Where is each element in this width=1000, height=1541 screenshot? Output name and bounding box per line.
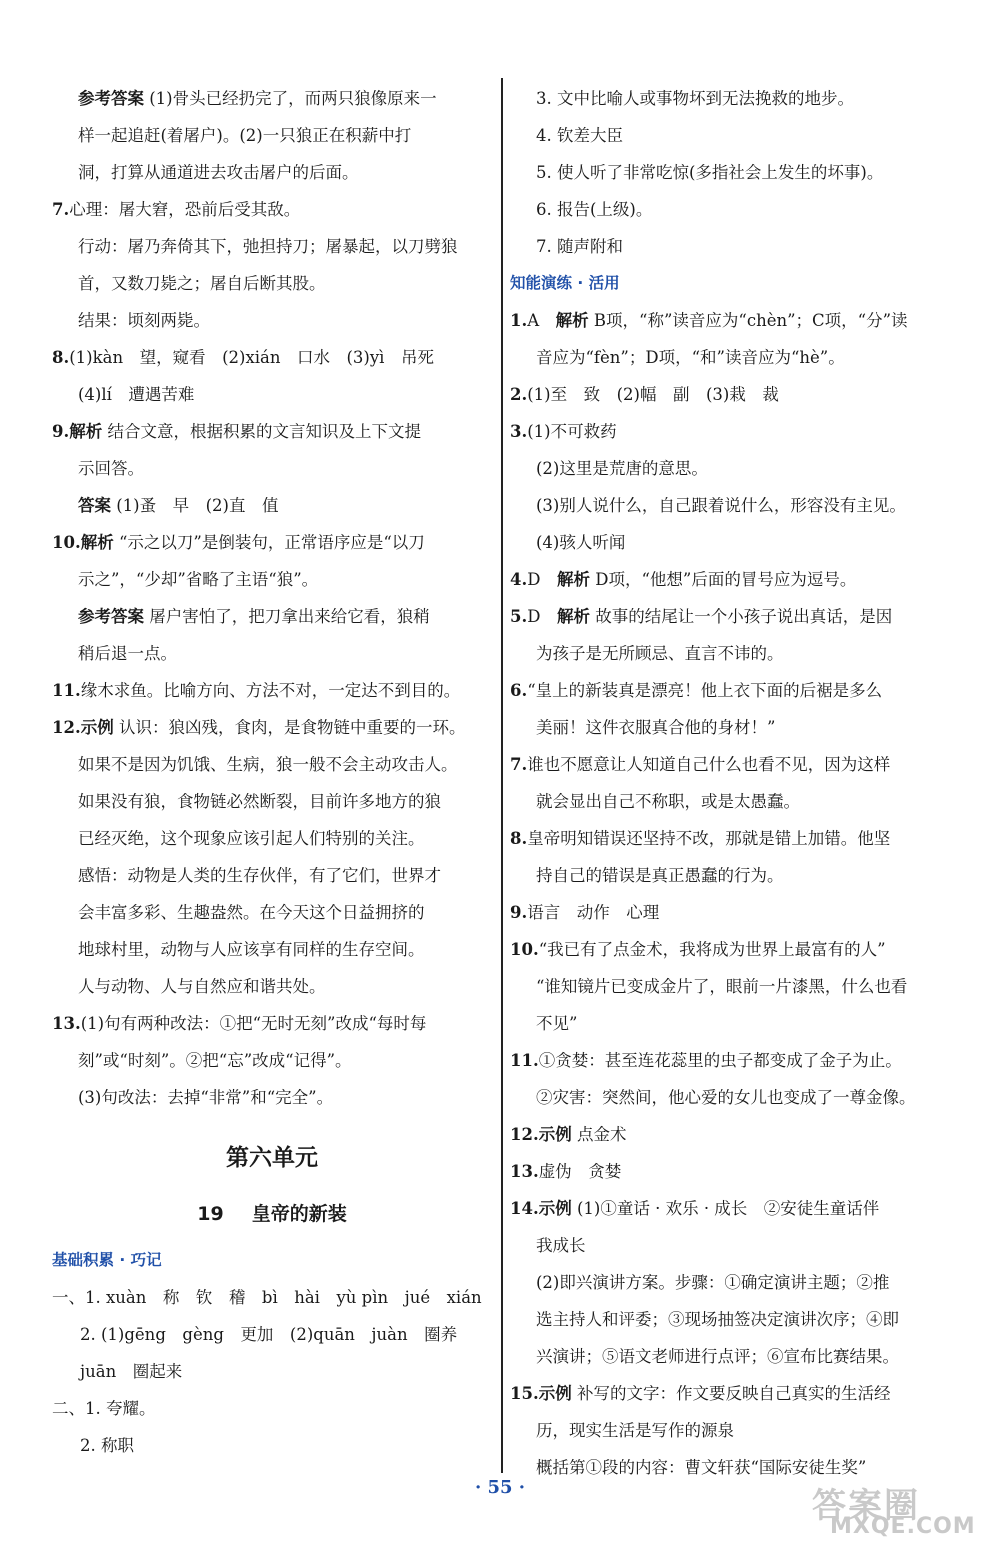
answer-line [510,1079,960,1116]
answer-line [52,1279,492,1316]
answer-line [510,1005,960,1042]
answer-line [510,376,960,413]
answer-line [52,450,492,487]
answer-line [510,931,960,968]
answer-text: (1)至 致 (2)幅 副 (3)栽 裁 [527,385,779,404]
answer-line [52,1005,492,1042]
answer-line [510,339,960,376]
answer-text: (2)即兴演讲方案。步骤：①确定演讲主题；②推 [536,1273,890,1292]
answer-label: 答案 [78,496,111,515]
column-divider [501,78,503,1473]
answer-text: “我已有了点金术，我将成为世界上最富有的人” [538,940,886,959]
left-column [52,80,492,1464]
answer-line [52,265,492,302]
answer-line [510,709,960,746]
answer-text: D [527,570,557,589]
answer-text: 如果不是因为饥饿、生病，狼一般不会主动攻击人。 [78,755,458,774]
answer-text: “示之以刀”是倒装句，正常语序应是“以刀 [113,533,425,552]
answer-text: 2. (1)gēng gèng 更加 (2)quān juàn 圈养 [80,1325,458,1344]
answer-text: 语言 动作 心理 [527,903,660,922]
answer-line [510,894,960,931]
answer-label: 8. [52,348,70,367]
answer-line [510,1190,960,1227]
answer-label: 11. [510,1051,539,1070]
answer-text: ②灾害：突然间，他心爱的女儿也变成了一尊金像。 [536,1088,916,1107]
answer-text: 就会显出自己不称职，或是太愚蠢。 [536,792,800,811]
answer-label: 4. [510,570,528,589]
answer-text: 皇帝明知错误还坚持不改，那就是错上加错。他坚 [527,829,891,848]
answer-line [510,154,960,191]
answer-text: 如果没有狼，食物链必然断裂，目前许多地方的狼 [78,792,441,811]
answer-text: 5. 使人听了非常吃惊(多指社会上发生的坏事)。 [536,163,884,182]
answer-line [510,191,960,228]
answer-text: (1)不可救药 [527,422,617,441]
answer-line [510,413,960,450]
answer-line [510,1264,960,1301]
answer-line [52,154,492,191]
answer-text: (4)骇人听闻 [536,533,626,552]
answer-label: 11. [52,681,81,700]
answer-line [52,598,492,635]
unit-title: 第六单元 [226,1144,318,1171]
answer-label: 7. [510,755,528,774]
answer-line [52,1042,492,1079]
answer-label: 解析 [556,570,590,589]
answer-text: B项，“称”读音应为“chèn”；C项，“分”读 [588,311,908,330]
answer-line [510,450,960,487]
answer-text: 洞，打算从通道进去攻击屠户的后面。 [78,163,359,182]
answer-text: 稍后退一点。 [78,644,177,663]
answer-label: 12.示例 [510,1125,572,1144]
answer-line [52,561,492,598]
answer-text: 6. 报告(上级)。 [536,200,653,219]
answer-text: 二、1. 夸耀。 [52,1399,156,1418]
answer-label: 5. [510,607,528,626]
lesson-name: 皇帝的新装 [251,1203,347,1225]
watermark-logo [800,1478,1000,1541]
answer-line [52,376,492,413]
answer-line [510,746,960,783]
answer-label: 13. [52,1014,81,1033]
answer-text: 示之”，“少却”省略了主语“狼”。 [78,570,319,589]
answer-text: 补写的文字：作文要反映自己真实的生活经 [571,1384,891,1403]
answer-line [510,1116,960,1153]
answer-text: juān 圈起来 [80,1362,183,1381]
answer-line [52,1353,492,1390]
answer-line [510,524,960,561]
answer-line [510,487,960,524]
answer-line [52,302,492,339]
answer-line [52,413,492,450]
answer-label: 13. [510,1162,539,1181]
answer-text: 2. 称职 [80,1436,134,1455]
answer-text: 感悟：动物是人类的生存伙伴，有了它们，世界才 [78,866,441,885]
answer-line [510,820,960,857]
answer-text: 地球村里，动物与人应该享有同样的生存空间。 [78,940,425,959]
answer-text: 历，现实生活是写作的源泉 [536,1421,734,1440]
answer-label: 10. [510,940,539,959]
answer-line [52,117,492,154]
answer-line [52,339,492,376]
answer-line [52,228,492,265]
lesson-title [52,1196,492,1232]
answer-line [510,117,960,154]
answer-label: 8. [510,829,528,848]
answer-label: 7. [52,200,70,219]
answer-text: 示回答。 [78,459,144,478]
answer-label: 参考答案 [78,89,144,108]
answer-line [510,1301,960,1338]
right-column [510,80,960,1486]
answer-line [52,524,492,561]
answer-line [52,1079,492,1116]
answer-line [510,1338,960,1375]
answer-line [52,80,492,117]
answer-line [52,1427,492,1464]
answer-text: (1)①童话 · 欢乐 · 成长 ②安徒生童话伴 [571,1199,880,1218]
answer-text: 首，又数刀毙之；屠自后断其股。 [78,274,326,293]
answer-text: (1)蚤 早 (2)直 值 [111,496,279,515]
answer-text: 刻”或“时刻”。②把“忘”改成“记得”。 [78,1051,352,1070]
answer-line [52,746,492,783]
answer-text: 已经灭绝，这个现象应该引起人们特别的关注。 [78,829,425,848]
answer-line [510,1042,960,1079]
answer-label: 14.示例 [510,1199,572,1218]
answer-text: 结合文意，根据积累的文言知识及上下文提 [102,422,421,441]
page-number: · 55 · [474,1477,526,1498]
answer-text: 兴演讲；⑤语文老师进行点评；⑥宣布比赛结果。 [536,1347,899,1366]
answer-text: 虚伪 贪婪 [538,1162,622,1181]
answer-line [52,709,492,746]
answer-line [52,635,492,672]
answer-text: 结果：顷刻两毙。 [78,311,210,330]
answer-line [52,191,492,228]
answer-label: 解析 [555,311,589,330]
answer-line [510,80,960,117]
answer-text: (1)骨头已经扔完了，而两只狼像原来一 [144,89,437,108]
answer-line [510,598,960,635]
answer-label: 9. [510,903,528,922]
answer-text: 样一起追赶(着屠户)。(2)一只狼正在积薪中打 [78,126,412,145]
answer-label: 解析 [556,607,590,626]
lesson-number: 19 [197,1203,224,1225]
answer-text: 人与动物、人与自然应和谐共处。 [78,977,326,996]
answer-text: (1)kàn 望，窥看 (2)xián 口水 (3)yì 吊死 [69,348,434,367]
answer-line [52,857,492,894]
answer-text: 谁也不愿意让人知道自己什么也看不见，因为这样 [527,755,891,774]
answer-text: (4)lí 遭遇苦难 [78,385,195,404]
answer-text: 持自己的错误是真正愚蠢的行为。 [536,866,784,885]
answer-text: 美丽！这件衣服真合他的身材！” [536,718,776,737]
watermark-url: MXQE.COM [830,1514,976,1539]
answer-line [510,672,960,709]
answer-text: 一、1. xuàn 称 钦 稽 bì hài yù pìn jué xián [52,1288,482,1307]
answer-line [52,820,492,857]
answer-text: D [527,607,557,626]
section-heading-basics: 基础积累 · 巧记 [52,1251,162,1269]
answer-label: 9.解析 [52,422,103,441]
watermark-text: 答案圈 [812,1486,920,1526]
answer-text: 心理：屠大窘，恐前后受其敌。 [69,200,301,219]
answer-line [52,1390,492,1427]
answer-line [52,968,492,1005]
answer-line [510,857,960,894]
answer-line [510,561,960,598]
answer-text: 屠户害怕了，把刀拿出来给它看，狼稍 [144,607,430,626]
answer-line [510,968,960,1005]
answer-line [52,931,492,968]
answer-line [52,894,492,931]
answer-line [510,1375,960,1412]
answer-text: 缘木求鱼。比喻方向、方法不对，一定达不到目的。 [80,681,461,700]
answer-line [510,228,960,265]
answer-line [52,1316,492,1353]
answer-text: ①贪婪：甚至连花蕊里的虫子都变成了金子为止。 [538,1051,902,1070]
answer-line [510,302,960,339]
answer-label: 2. [510,385,528,404]
answer-text: 音应为“fèn”；D项，“和”读音应为“hè”。 [536,348,845,367]
answer-text: (1)句有两种改法：①把“无时无刻”改成“每时每 [80,1014,427,1033]
answer-text: “谁知镜片已变成金片了，眼前一片漆黑，什么也看 [536,977,908,996]
answer-text: 行动：屠乃奔倚其下，弛担持刀；屠暴起，以刀劈狼 [78,237,458,256]
answer-label: 3. [510,422,528,441]
answer-line [510,1153,960,1190]
answer-line [510,1227,960,1264]
answer-line [510,1412,960,1449]
answer-text: 点金术 [571,1125,627,1144]
answer-text: 我成长 [536,1236,586,1255]
answer-label: 参考答案 [78,607,144,626]
answer-text: 选主持人和评委；③现场抽签决定演讲次序；④即 [536,1310,899,1329]
answer-text: 概括第①段的内容：曹文轩获“国际安徒生奖” [536,1458,867,1477]
answer-text: (3)句改法：去掉“非常”和“完全”。 [78,1088,334,1107]
answer-text: (2)这里是荒唐的意思。 [536,459,708,478]
answer-text: 认识：狼凶残，食肉，是食物链中重要的一环。 [113,718,466,737]
answer-line [510,635,960,672]
section-heading-practice: 知能演练 · 活用 [510,274,620,292]
answer-text: 4. 钦差大臣 [536,126,623,145]
answer-label: 15.示例 [510,1384,572,1403]
answer-label: 6. [510,681,528,700]
answer-text: “皇上的新装真是漂亮！他上衣下面的后裾是多么 [527,681,883,700]
answer-text: 3. 文中比喻人或事物坏到无法挽救的地步。 [536,89,854,108]
answer-text: 7. 随声附和 [536,237,623,256]
answer-text: (3)别人说什么，自己跟着说什么，形容没有主见。 [536,496,906,515]
answer-line [52,487,492,524]
answer-line [510,783,960,820]
answer-label: 10.解析 [52,533,114,552]
answer-label: 12.示例 [52,718,114,737]
answer-text: D项，“他想”后面的冒号应为逗号。 [589,570,857,589]
answer-label: 1. [510,311,528,330]
answer-text: A [527,311,556,330]
answer-line [52,783,492,820]
answer-text: 故事的结尾让一个小孩子说出真话，是因 [589,607,893,626]
answer-text: 不见” [536,1014,578,1033]
answer-line [52,672,492,709]
answer-text: 为孩子是无所顾忌、直言不讳的。 [536,644,784,663]
answer-text: 会丰富多彩、生趣盎然。在今天这个日益拥挤的 [78,903,425,922]
